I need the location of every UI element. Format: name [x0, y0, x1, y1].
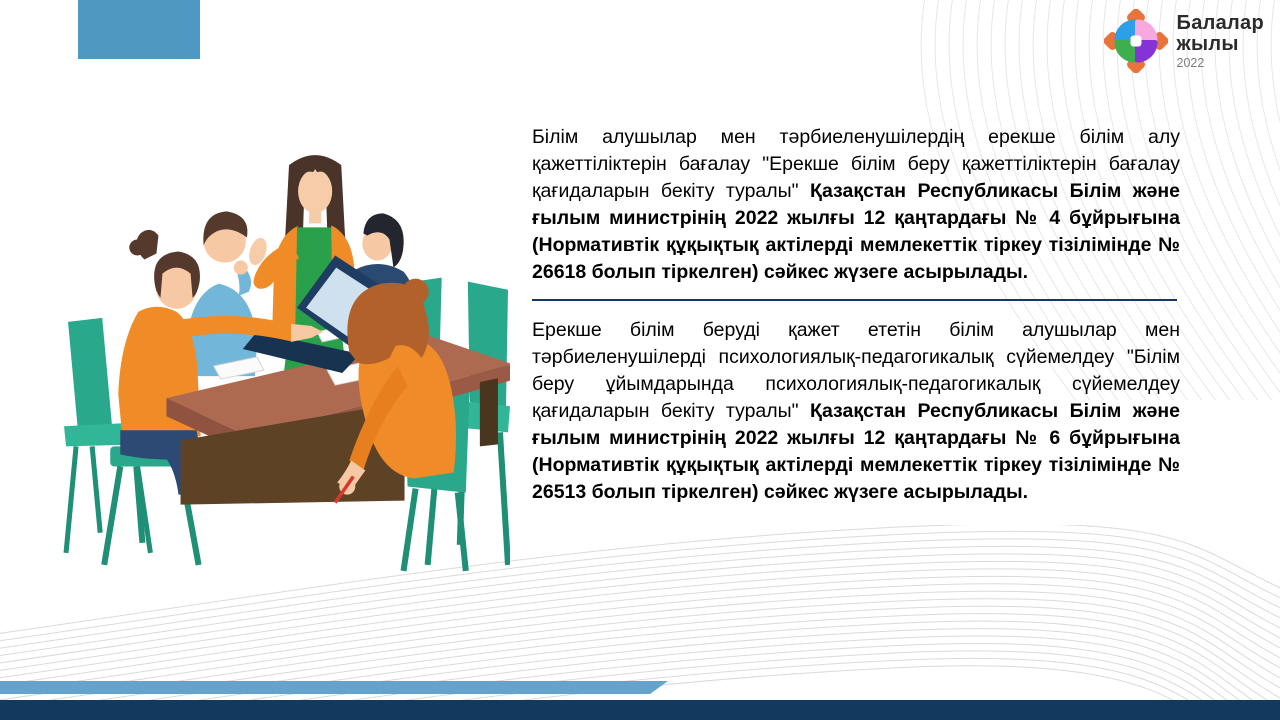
- children-year-logo-icon: [1104, 9, 1168, 73]
- logo-title-line1: Балалар: [1176, 11, 1264, 34]
- logo-year: 2022: [1176, 55, 1205, 70]
- bottom-bar-light: [0, 681, 668, 694]
- body-text: [532, 124, 1180, 506]
- student-blue-shirt: [186, 211, 257, 376]
- paragraph-2-normal: Ерекше білім беруді қажет ететін білім алушылар мен тәрбиеленушілерді психологиялық-педагогикалық сүйемелдеу "Білім беру ұйымдарында психологиялық-педагогикалық сүйемелдеу қағидаларын бекіту туралы": [532, 319, 1180, 422]
- paragraph-2: [532, 317, 1180, 506]
- logo-title-line2: жылы: [1176, 32, 1239, 55]
- paragraph-2-bold: Қазақстан Республикасы Білім және ғылым министрінің 2022 жылғы 12 қаңтардағы № 6 бұйрығына (Нормативтік құқықтық актілерді мемлекеттік тіркеу тізілімінде № 26513 болып тіркелген) сәйкес жүзеге асырылады.: [532, 400, 1180, 503]
- divider-line: [532, 299, 1177, 301]
- teacher-students-illustration: [58, 138, 510, 582]
- bottom-bar-dark: [0, 700, 1280, 720]
- paragraph-1: [532, 124, 1180, 286]
- accent-rectangle: [78, 0, 200, 59]
- children-year-logo: [1104, 9, 1264, 73]
- paragraph-1-normal: Білім алушылар мен тәрбиеленушілердің ерекше білім алу қажеттіліктерін бағалау "Ерекше білім беру қажеттіліктерін бағалау қағидаларын бекіту туралы": [532, 126, 1180, 202]
- logo-text: [1177, 13, 1264, 70]
- paragraph-1-bold: Қазақстан Республикасы Білім және ғылым министрінің 2022 жылғы 12 қаңтардағы № 4 бұйрығына (Нормативтік құқықтық актілерді мемлекеттік тіркеу тізілімінде № 26618 болып тіркелген) сәйкес жүзеге асырылады.: [532, 180, 1180, 283]
